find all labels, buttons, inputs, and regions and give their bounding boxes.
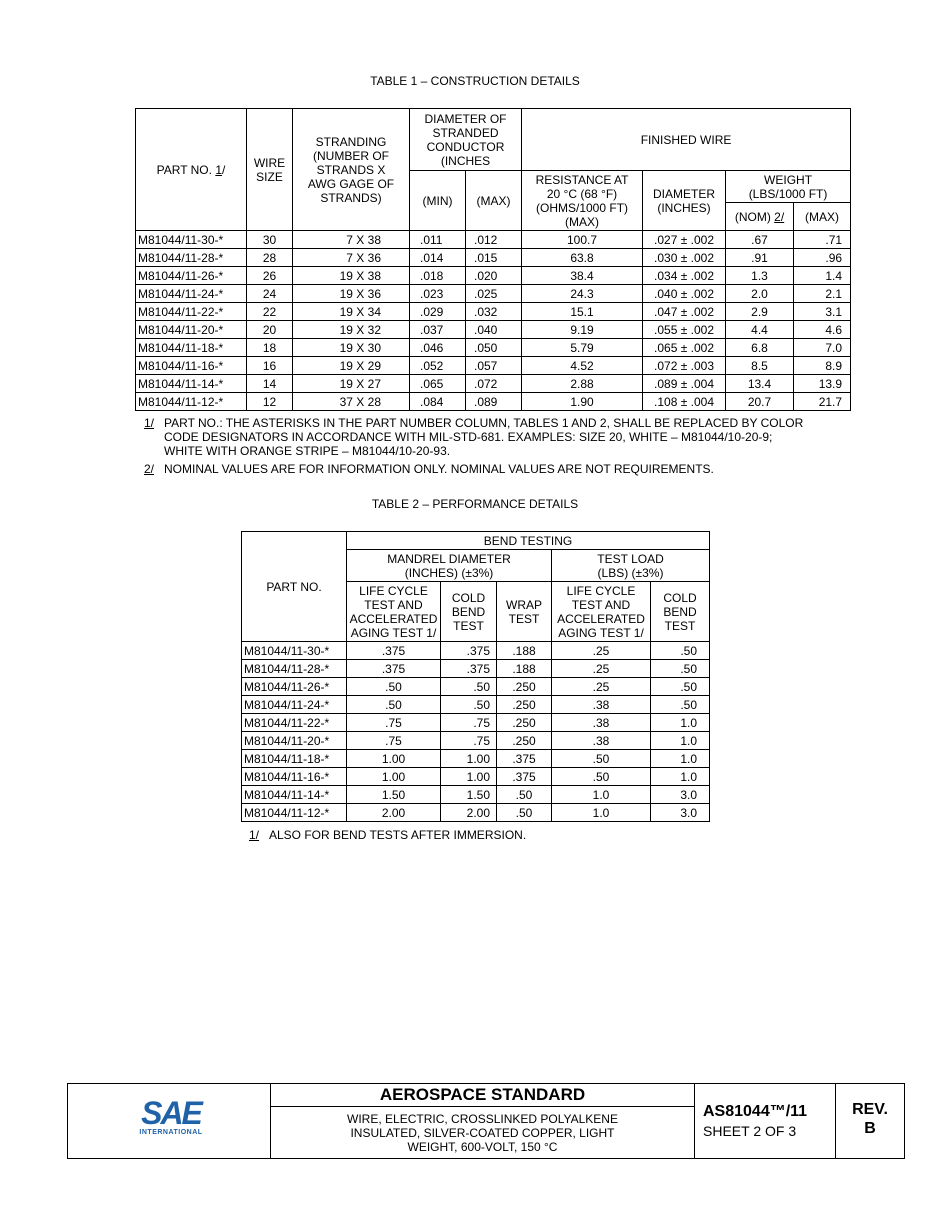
table-cell: 18 xyxy=(247,339,293,357)
revision-cell xyxy=(836,1084,904,1158)
table-cell: 4.6 xyxy=(794,321,851,339)
table2-caption: TABLE 2 – PERFORMANCE DETAILS xyxy=(371,497,579,511)
table-cell: .055 ± .002 xyxy=(643,321,726,339)
table-cell: 1.00 xyxy=(441,750,497,768)
table-cell: 30 xyxy=(247,231,293,249)
table-cell: 1.00 xyxy=(347,768,441,786)
table-cell: 9.19 xyxy=(522,321,643,339)
table-cell: .012 xyxy=(466,231,522,249)
table-cell: 1.0 xyxy=(651,732,710,750)
table-cell: .250 xyxy=(497,732,552,750)
header-part-no: PART NO. xyxy=(242,532,347,642)
header-finished-wire: FINISHED WIRE xyxy=(522,109,851,171)
table-cell: 1.3 xyxy=(726,267,794,285)
header-finished-diameter: DIAMETER (INCHES) xyxy=(643,171,726,231)
table-cell: 1.0 xyxy=(651,768,710,786)
table-cell: 3.0 xyxy=(651,786,710,804)
header-cold-bend: COLD BEND TEST xyxy=(441,582,497,642)
sae-logo: SAE INTERNATIONAL xyxy=(139,1095,203,1136)
header-load-cold-bend: COLD BEND TEST xyxy=(651,582,710,642)
table-cell: .50 xyxy=(552,768,651,786)
table-cell: .018 xyxy=(410,267,466,285)
table-cell: .014 xyxy=(410,249,466,267)
table-cell: 3.1 xyxy=(794,303,851,321)
table-cell: M81044/11-14-* xyxy=(242,786,347,804)
header-conductor-diameter: DIAMETER OF STRANDED CONDUCTOR (INCHES xyxy=(410,109,522,171)
table-cell: 1.0 xyxy=(552,804,651,822)
table-cell: 13.4 xyxy=(726,375,794,393)
table-cell: M81044/11-28-* xyxy=(242,660,347,678)
table-cell: .030 ± .002 xyxy=(643,249,726,267)
table-row xyxy=(136,393,851,411)
table-cell: .375 xyxy=(441,660,497,678)
table-cell: M81044/11-22-* xyxy=(242,714,347,732)
table-cell: .047 ± .002 xyxy=(643,303,726,321)
table1-note-1: 1/ PART NO.: THE ASTERISKS IN THE PART NUMBER COLUMN, TABLES 1 AND 2, SHALL BE REPLACED BY COLOR CODE DESIGNATORS IN ACCORDANCE WITH MIL-STD-681. EXAMPLES: SIZE 20, WHITE – M81044/10-20-9; WHITE WITH ORANGE STRIPE – M81044/10-20-93. xyxy=(144,416,804,458)
table-cell: 1.00 xyxy=(441,768,497,786)
table-row xyxy=(136,339,851,357)
construction-details-table xyxy=(135,108,851,411)
table-cell: .25 xyxy=(552,660,651,678)
table-cell: .75 xyxy=(347,732,441,750)
header-weight-max: (MAX) xyxy=(794,203,851,231)
table-row xyxy=(242,786,710,804)
table-cell: .75 xyxy=(347,714,441,732)
table-cell: .032 xyxy=(466,303,522,321)
table-cell: .034 ± .002 xyxy=(643,267,726,285)
table-cell: 3.0 xyxy=(651,804,710,822)
table-row xyxy=(242,696,710,714)
table-cell: .50 xyxy=(651,696,710,714)
table-cell: 1.90 xyxy=(522,393,643,411)
table-cell: 7 X 36 xyxy=(293,249,410,267)
table-cell: .50 xyxy=(347,678,441,696)
table-cell: .040 xyxy=(466,321,522,339)
header-wire-size: WIRE SIZE xyxy=(247,109,293,231)
document-description: WIRE, ELECTRIC, CROSSLINKED POLYALKENE INSULATED, SILVER-COATED COPPER, LIGHT WEIGHT, 600-VOLT, 150 °C xyxy=(347,1112,618,1154)
table-cell: .025 xyxy=(466,285,522,303)
header-mandrel-diameter: MANDREL DIAMETER (INCHES) (±3%) xyxy=(347,550,552,582)
table-row xyxy=(136,285,851,303)
table-cell: .072 ± .003 xyxy=(643,357,726,375)
table-cell: 24 xyxy=(247,285,293,303)
table-row xyxy=(136,267,851,285)
title-block xyxy=(67,1083,905,1159)
table-cell: .052 xyxy=(410,357,466,375)
table-cell: 38.4 xyxy=(522,267,643,285)
table-cell: 2.88 xyxy=(522,375,643,393)
table-cell: M81044/11-12-* xyxy=(242,804,347,822)
table-cell: .50 xyxy=(441,696,497,714)
table-row xyxy=(136,357,851,375)
table-cell: .50 xyxy=(441,678,497,696)
table-cell: 2.9 xyxy=(726,303,794,321)
table-row xyxy=(242,768,710,786)
table-cell: .015 xyxy=(466,249,522,267)
table-cell: .020 xyxy=(466,267,522,285)
table-cell: M81044/11-28-* xyxy=(136,249,247,267)
table-cell: 6.8 xyxy=(726,339,794,357)
header-load-life-cycle: LIFE CYCLE TEST AND ACCELERATED AGING TEST 1/ xyxy=(552,582,651,642)
table-cell: .50 xyxy=(497,786,552,804)
table-cell: M81044/11-14-* xyxy=(136,375,247,393)
table-cell: .040 ± .002 xyxy=(643,285,726,303)
table-cell: 19 X 34 xyxy=(293,303,410,321)
table-cell: 2.00 xyxy=(441,804,497,822)
table-cell: .50 xyxy=(651,678,710,696)
table-cell: 19 X 29 xyxy=(293,357,410,375)
doc-number-cell xyxy=(695,1084,836,1158)
table-cell: .375 xyxy=(497,768,552,786)
table-cell: 21.7 xyxy=(794,393,851,411)
table-cell: .71 xyxy=(794,231,851,249)
table-cell: 1.50 xyxy=(441,786,497,804)
table-cell: .50 xyxy=(552,750,651,768)
table-cell: 15.1 xyxy=(522,303,643,321)
table-row xyxy=(136,249,851,267)
header-stranding: STRANDING (NUMBER OF STRANDS X AWG GAGE OF STRANDS) xyxy=(293,109,410,231)
table-cell: 7 X 38 xyxy=(293,231,410,249)
table-cell: .67 xyxy=(726,231,794,249)
table-cell: M81044/11-20-* xyxy=(242,732,347,750)
table-cell: 1.0 xyxy=(651,714,710,732)
table-cell: .75 xyxy=(441,714,497,732)
table-cell: .38 xyxy=(552,732,651,750)
table-cell: M81044/11-24-* xyxy=(242,696,347,714)
header-bend-testing: BEND TESTING xyxy=(347,532,710,550)
table-cell: M81044/11-22-* xyxy=(136,303,247,321)
table-cell: .375 xyxy=(347,642,441,660)
table-cell: 7.0 xyxy=(794,339,851,357)
table1-caption: TABLE 1 – CONSTRUCTION DETAILS xyxy=(370,74,580,88)
table-cell: 28 xyxy=(247,249,293,267)
table-cell: M81044/11-16-* xyxy=(136,357,247,375)
table-row xyxy=(242,678,710,696)
table-cell: 63.8 xyxy=(522,249,643,267)
table-cell: .250 xyxy=(497,678,552,696)
table-cell: .96 xyxy=(794,249,851,267)
table-row xyxy=(242,660,710,678)
table-cell: 19 X 38 xyxy=(293,267,410,285)
table-cell: 14 xyxy=(247,375,293,393)
table-cell: .250 xyxy=(497,696,552,714)
table-cell: .375 xyxy=(347,660,441,678)
table2-note-1: 1/ ALSO FOR BEND TESTS AFTER IMMERSION. xyxy=(249,828,527,842)
table-cell: 12 xyxy=(247,393,293,411)
table-cell: .065 ± .002 xyxy=(643,339,726,357)
table-row xyxy=(242,642,710,660)
table-cell: 2.0 xyxy=(726,285,794,303)
table-cell: 100.7 xyxy=(522,231,643,249)
table-cell: 1.50 xyxy=(347,786,441,804)
table-row xyxy=(136,231,851,249)
logo-cell xyxy=(68,1084,271,1158)
table-row xyxy=(136,303,851,321)
table-cell: 13.9 xyxy=(794,375,851,393)
sheet-number: SHEET 2 OF 3 xyxy=(703,1123,797,1139)
header-test-load: TEST LOAD (LBS) (±3%) xyxy=(552,550,710,582)
table-cell: 19 X 32 xyxy=(293,321,410,339)
table-cell: 19 X 27 xyxy=(293,375,410,393)
table-cell: .023 xyxy=(410,285,466,303)
table-cell: 8.5 xyxy=(726,357,794,375)
doc-number: AS81044™/11 xyxy=(703,1103,808,1120)
table-cell: 19 X 30 xyxy=(293,339,410,357)
table-cell: M81044/11-20-* xyxy=(136,321,247,339)
table-cell: 1.00 xyxy=(347,750,441,768)
header-part-no: PART NO. 1/ xyxy=(136,109,247,231)
table-cell: 26 xyxy=(247,267,293,285)
table-cell: 5.79 xyxy=(522,339,643,357)
table-cell: 24.3 xyxy=(522,285,643,303)
table-cell: .057 xyxy=(466,357,522,375)
header-weight: WEIGHT (LBS/1000 FT) xyxy=(726,171,851,203)
table-cell: M81044/11-24-* xyxy=(136,285,247,303)
table-cell: 20 xyxy=(247,321,293,339)
table-row xyxy=(242,732,710,750)
table-cell: .065 xyxy=(410,375,466,393)
table-cell: .250 xyxy=(497,714,552,732)
table-cell: 4.52 xyxy=(522,357,643,375)
table-cell: 1.4 xyxy=(794,267,851,285)
table-row xyxy=(136,375,851,393)
table-cell: M81044/11-18-* xyxy=(136,339,247,357)
table-cell: 2.1 xyxy=(794,285,851,303)
table-cell: 37 X 28 xyxy=(293,393,410,411)
header-wrap-test: WRAP TEST xyxy=(497,582,552,642)
table-cell: M81044/11-18-* xyxy=(242,750,347,768)
table-cell: .25 xyxy=(552,678,651,696)
header-max: (MAX) xyxy=(466,171,522,231)
table-cell: .029 xyxy=(410,303,466,321)
table-cell: 20.7 xyxy=(726,393,794,411)
table-cell: .188 xyxy=(497,660,552,678)
table-cell: .089 ± .004 xyxy=(643,375,726,393)
table-cell: .072 xyxy=(466,375,522,393)
table-cell: .375 xyxy=(441,642,497,660)
table-cell: 4.4 xyxy=(726,321,794,339)
table1-note-2: 2/ NOMINAL VALUES ARE FOR INFORMATION ONLY. NOMINAL VALUES ARE NOT REQUIREMENTS. xyxy=(144,462,714,476)
table-cell: .046 xyxy=(410,339,466,357)
table-cell: M81044/11-16-* xyxy=(242,768,347,786)
table-cell: .50 xyxy=(651,660,710,678)
table-cell: M81044/11-26-* xyxy=(136,267,247,285)
table-row xyxy=(242,750,710,768)
header-weight-nom: (NOM) 2/ xyxy=(726,203,794,231)
header-life-cycle: LIFE CYCLE TEST AND ACCELERATED AGING TEST 1/ xyxy=(347,582,441,642)
table-cell: .037 xyxy=(410,321,466,339)
table-cell: 1.0 xyxy=(552,786,651,804)
performance-details-table xyxy=(241,531,710,822)
table-cell: .38 xyxy=(552,696,651,714)
table-cell: 16 xyxy=(247,357,293,375)
table-cell: .108 ± .004 xyxy=(643,393,726,411)
standard-title: AEROSPACE STANDARD xyxy=(271,1084,694,1107)
table-cell: M81044/11-30-* xyxy=(136,231,247,249)
table-cell: .084 xyxy=(410,393,466,411)
table-row xyxy=(242,714,710,732)
table-cell: .50 xyxy=(651,642,710,660)
table-row xyxy=(136,321,851,339)
table-cell: .38 xyxy=(552,714,651,732)
header-min: (MIN) xyxy=(410,171,466,231)
table-cell: M81044/11-26-* xyxy=(242,678,347,696)
header-resistance: RESISTANCE AT 20 °C (68 °F) (OHMS/1000 FT) (MAX) xyxy=(522,171,643,231)
table-cell: .050 xyxy=(466,339,522,357)
table-cell: .027 ± .002 xyxy=(643,231,726,249)
table-cell: .50 xyxy=(347,696,441,714)
table-cell: .75 xyxy=(441,732,497,750)
table-cell: M81044/11-12-* xyxy=(136,393,247,411)
revision: REV. B xyxy=(852,1101,888,1137)
table-row xyxy=(242,804,710,822)
table-cell: .50 xyxy=(497,804,552,822)
table-cell: M81044/11-30-* xyxy=(242,642,347,660)
title-cell xyxy=(271,1084,695,1158)
table-cell: 19 X 36 xyxy=(293,285,410,303)
table-cell: .011 xyxy=(410,231,466,249)
table-cell: .91 xyxy=(726,249,794,267)
table-cell: .188 xyxy=(497,642,552,660)
table-cell: .25 xyxy=(552,642,651,660)
table-cell: .089 xyxy=(466,393,522,411)
table-cell: 1.0 xyxy=(651,750,710,768)
table-cell: .375 xyxy=(497,750,552,768)
table-cell: 22 xyxy=(247,303,293,321)
table-cell: 2.00 xyxy=(347,804,441,822)
table-cell: 8.9 xyxy=(794,357,851,375)
